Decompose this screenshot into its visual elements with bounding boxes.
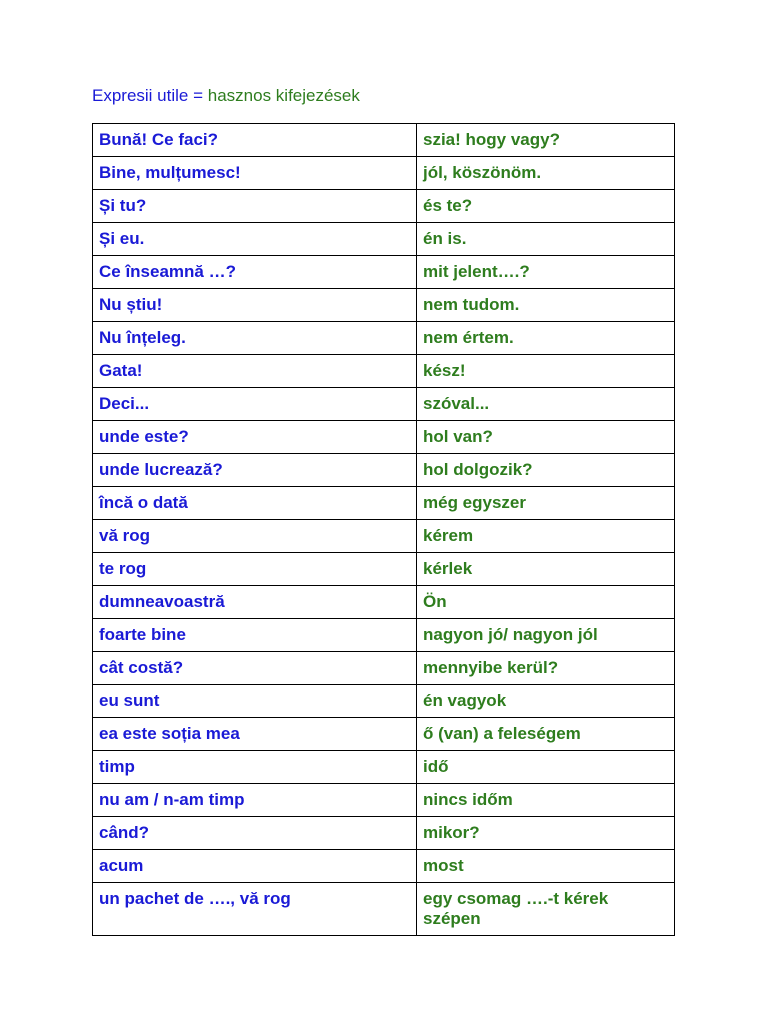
table-row	[93, 388, 675, 421]
hungarian-cell: nem értem.	[417, 322, 675, 355]
hungarian-cell: hol dolgozik?	[417, 454, 675, 487]
hungarian-cell: mennyibe kerül?	[417, 652, 675, 685]
romanian-cell: un pachet de …., vă rog	[93, 883, 417, 936]
table-row	[93, 322, 675, 355]
romanian-cell: dumneavoastră	[93, 586, 417, 619]
hungarian-cell: kérem	[417, 520, 675, 553]
hungarian-cell: hol van?	[417, 421, 675, 454]
romanian-cell: vă rog	[93, 520, 417, 553]
table-row	[93, 289, 675, 322]
table-row	[93, 256, 675, 289]
romanian-cell: Gata!	[93, 355, 417, 388]
hungarian-cell: ő (van) a feleségem	[417, 718, 675, 751]
table-row	[93, 883, 675, 936]
table-row	[93, 784, 675, 817]
romanian-cell: Bună! Ce faci?	[93, 124, 417, 157]
romanian-cell: foarte bine	[93, 619, 417, 652]
hungarian-cell: még egyszer	[417, 487, 675, 520]
romanian-cell: unde este?	[93, 421, 417, 454]
table-row	[93, 454, 675, 487]
romanian-cell: nu am / n-am timp	[93, 784, 417, 817]
romanian-cell: Și eu.	[93, 223, 417, 256]
romanian-cell: Deci...	[93, 388, 417, 421]
table-row	[93, 718, 675, 751]
hungarian-cell: nagyon jó/ nagyon jól	[417, 619, 675, 652]
table-row	[93, 685, 675, 718]
hungarian-cell: szia! hogy vagy?	[417, 124, 675, 157]
hungarian-cell: Ön	[417, 586, 675, 619]
vocabulary-table	[92, 123, 675, 936]
romanian-cell: unde lucrează?	[93, 454, 417, 487]
hungarian-cell: idő	[417, 751, 675, 784]
romanian-cell: Și tu?	[93, 190, 417, 223]
hungarian-cell: mikor?	[417, 817, 675, 850]
hungarian-cell: szóval...	[417, 388, 675, 421]
hungarian-cell: most	[417, 850, 675, 883]
hungarian-cell: kérlek	[417, 553, 675, 586]
romanian-cell: Bine, mulțumesc!	[93, 157, 417, 190]
title-hungarian: hasznos kifejezések	[207, 86, 360, 105]
table-row	[93, 751, 675, 784]
table-row	[93, 850, 675, 883]
romanian-cell: Nu înțeleg.	[93, 322, 417, 355]
romanian-cell: te rog	[93, 553, 417, 586]
romanian-cell: Nu știu!	[93, 289, 417, 322]
hungarian-cell: nem tudom.	[417, 289, 675, 322]
page-title	[92, 86, 360, 106]
table-row	[93, 652, 675, 685]
hungarian-cell: kész!	[417, 355, 675, 388]
romanian-cell: când?	[93, 817, 417, 850]
title-equals: =	[188, 86, 208, 105]
hungarian-cell: jól, köszönöm.	[417, 157, 675, 190]
table-row	[93, 355, 675, 388]
table-row	[93, 157, 675, 190]
romanian-cell: ea este soția mea	[93, 718, 417, 751]
table-row	[93, 619, 675, 652]
romanian-cell: eu sunt	[93, 685, 417, 718]
romanian-cell: acum	[93, 850, 417, 883]
table-row	[93, 520, 675, 553]
romanian-cell: Ce înseamnă …?	[93, 256, 417, 289]
hungarian-cell: mit jelent….?	[417, 256, 675, 289]
hungarian-cell: én is.	[417, 223, 675, 256]
romanian-cell: timp	[93, 751, 417, 784]
romanian-cell: cât costă?	[93, 652, 417, 685]
hungarian-cell: nincs időm	[417, 784, 675, 817]
table-row	[93, 223, 675, 256]
table-row	[93, 487, 675, 520]
table-row	[93, 553, 675, 586]
title-romanian: Expresii utile	[92, 86, 189, 105]
table-row	[93, 190, 675, 223]
table-row	[93, 421, 675, 454]
hungarian-cell: egy csomag ….-t kérek szépen	[417, 883, 675, 936]
romanian-cell: încă o dată	[93, 487, 417, 520]
hungarian-cell: én vagyok	[417, 685, 675, 718]
table-row	[93, 124, 675, 157]
table-row	[93, 817, 675, 850]
table-row	[93, 586, 675, 619]
hungarian-cell: és te?	[417, 190, 675, 223]
